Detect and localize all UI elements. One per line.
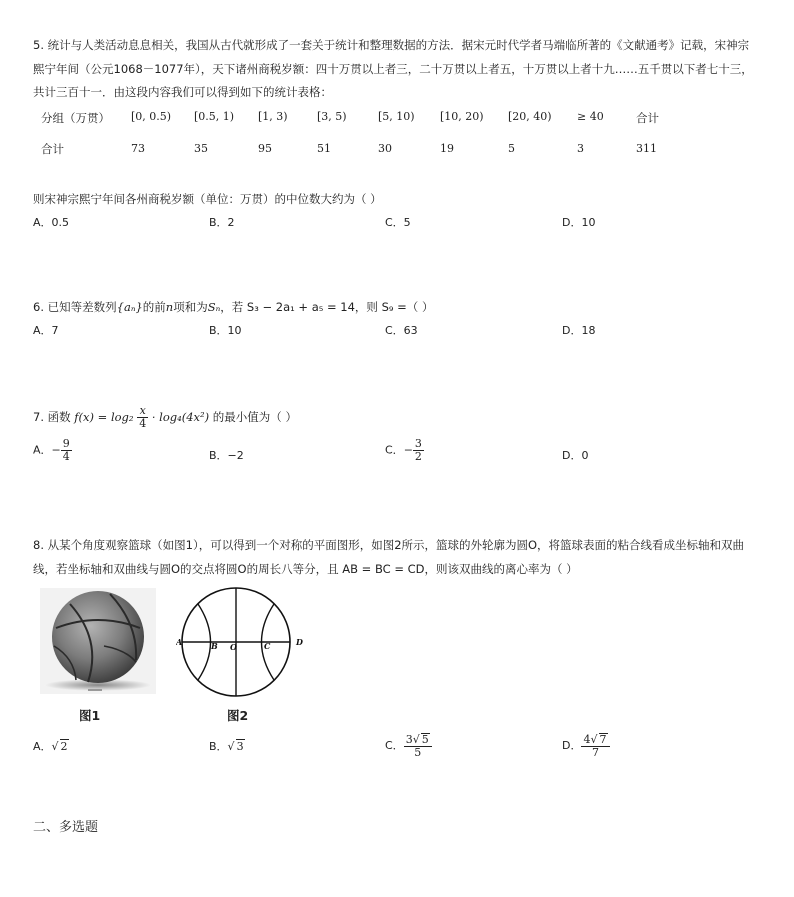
q5-text-line3: 共计三百十一．由这段内容我们可以得到如下的统计表格： (33, 85, 332, 99)
q8-option-c[interactable] (385, 733, 432, 759)
table-row-label: 合计 (41, 142, 64, 156)
q8-option-c-label: C． (385, 739, 404, 753)
q8-text-line2: 线，若坐标轴和双曲线与圆O的交点将圆O的周长八等分，且 AB = BC = CD，则该双曲线的离心率为（ ） (33, 562, 578, 576)
q8-option-a-radicand: 2 (60, 740, 68, 753)
table-group-8: 合计 (636, 111, 659, 125)
q8-option-d-den: 7 (591, 746, 599, 760)
q6-option-a[interactable]: A．7 (33, 324, 59, 337)
point-A-label: A (176, 637, 183, 647)
table-group-3: [3, 5) (317, 110, 347, 123)
q7-frac-den: 4 (139, 417, 147, 431)
q5-option-d[interactable]: D．10 (562, 216, 596, 229)
table-group-5: [10, 20) (440, 110, 484, 123)
table-group-1: [0.5, 1) (194, 110, 235, 123)
figure1-caption: 图1 (79, 708, 101, 723)
q7-option-a-den: 4 (62, 450, 70, 464)
q7-option-c-fraction (413, 438, 424, 463)
q8-option-d-fraction (581, 733, 609, 759)
basketball-diagram (176, 585, 306, 705)
q7-prefix: 7. 函数 (33, 410, 71, 425)
q6-sequence: {aₙ} (116, 300, 143, 314)
section-title: 二、多选题 (33, 820, 99, 835)
table-header-label: 分组（万贯） (41, 111, 110, 125)
q7-frac-num: x (137, 405, 148, 418)
q6-option-d[interactable]: D．18 (562, 324, 596, 337)
q7-option-c-sign: − (403, 443, 413, 457)
q5-option-a[interactable]: A．0.5 (33, 216, 70, 229)
table-count-2: 95 (258, 142, 272, 155)
q7-option-d[interactable]: D．0 (562, 449, 589, 462)
q5-text-line1: 5. 统计与人类活动息息相关，我国从古代就形成了一套关于统计和整理数据的方法．据宋元时代学者马端临所著的《文献通考》记载，宋神宗 (33, 38, 750, 52)
q7-option-a-fraction (61, 438, 72, 463)
point-B-label: B (211, 641, 218, 651)
q6-text (33, 299, 433, 315)
q6-option-c[interactable]: C．63 (385, 324, 418, 337)
q7-option-c-label: C． (385, 443, 404, 457)
q6-condition: ，若 S₃ − 2a₁ + a₅ = 14，则 S₉ =（ ） (220, 300, 434, 314)
q6-prefix: 6. 已知等差数列 (33, 300, 117, 314)
q6-mid: 的前 (142, 300, 166, 314)
table-count-1: 35 (194, 142, 208, 155)
table-count-6: 5 (508, 142, 515, 155)
q5-text-line2: 熙宁年间（公元1068－1077年），天下诸州商税岁额：四十万贯以上者三，二十万贯以上者五，十万贯以上者十九……五千贯以下者七十三， (33, 62, 753, 76)
q7-fraction (137, 405, 148, 430)
table-group-7: ≥ 40 (577, 110, 604, 123)
table-count-5: 19 (440, 142, 454, 155)
q8-option-d-radicand: 7 (599, 733, 607, 746)
q8-option-d-label: D． (562, 739, 582, 753)
table-group-6: [20, 40) (508, 110, 552, 123)
q7-function: f(x) = log₂ (74, 410, 134, 425)
figure2-caption: 图2 (227, 708, 249, 723)
q8-option-d-num: 4√ 7 (581, 733, 609, 747)
table-group-0: [0, 0.5) (131, 110, 172, 123)
q8-option-a-sqrt: √ 2 (51, 740, 68, 753)
q7-option-c-num: 3 (414, 437, 422, 450)
table-count-0: 73 (131, 142, 145, 155)
q8-text-line1: 8. 从某个角度观察篮球（如图1），可以得到一个对称的平面图形，如图2所示，篮球的外轮廓为圆O，将篮球表面的粘合线看成坐标轴和双曲 (33, 538, 745, 552)
q8-option-d-coef: 4 (583, 733, 591, 746)
q5-option-c[interactable]: C．5 (385, 216, 411, 229)
q8-option-d[interactable] (562, 733, 610, 759)
point-D-label: D (296, 637, 303, 647)
q7-option-c[interactable] (385, 438, 424, 463)
q7-option-a[interactable] (33, 438, 72, 463)
q8-option-b-label: B． (209, 740, 228, 753)
q5-question: 则宋神宗熙宁年间各州商税岁额（单位：万贯）的中位数大约为（ ） (33, 192, 382, 206)
q7-text (33, 405, 297, 430)
point-C-label: C (264, 641, 271, 651)
q7-suffix: 的最小值为（ ） (212, 410, 297, 425)
point-O-label: O (230, 642, 237, 652)
table-count-4: 30 (378, 142, 392, 155)
q8-option-b-radicand: 3 (236, 740, 244, 753)
q7-option-b[interactable]: B．−2 (209, 449, 244, 462)
table-group-2: [1, 3) (258, 110, 288, 123)
q8-option-a-label: A． (33, 740, 52, 753)
table-count-8: 311 (636, 142, 657, 155)
q7-option-c-den: 2 (414, 450, 422, 464)
q8-option-a[interactable] (33, 738, 69, 754)
q8-option-c-fraction (404, 733, 432, 759)
q7-option-a-sign: − (51, 443, 61, 457)
q8-option-c-coef: 3 (405, 733, 413, 746)
q6-mid2: 项和为 (173, 300, 208, 314)
q6-n: n (165, 300, 174, 314)
q8-option-c-radicand: 5 (421, 733, 429, 746)
q6-sn: Sₙ (207, 300, 221, 314)
q7-option-a-num: 9 (62, 437, 70, 450)
basketball-photo (40, 588, 156, 694)
q7-function2: · log₄(4x²) (151, 410, 210, 425)
q8-option-c-den: 5 (414, 746, 422, 760)
q8-option-b-sqrt: √ 3 (227, 740, 244, 753)
q5-option-b[interactable]: B．2 (209, 216, 235, 229)
table-group-4: [5, 10) (378, 110, 415, 123)
q7-option-a-label: A． (33, 443, 52, 457)
table-count-3: 51 (317, 142, 331, 155)
q8-option-c-num: 3√ 5 (404, 733, 432, 747)
table-count-7: 3 (577, 142, 584, 155)
q8-option-b[interactable] (209, 738, 245, 754)
q6-option-b[interactable]: B．10 (209, 324, 242, 337)
